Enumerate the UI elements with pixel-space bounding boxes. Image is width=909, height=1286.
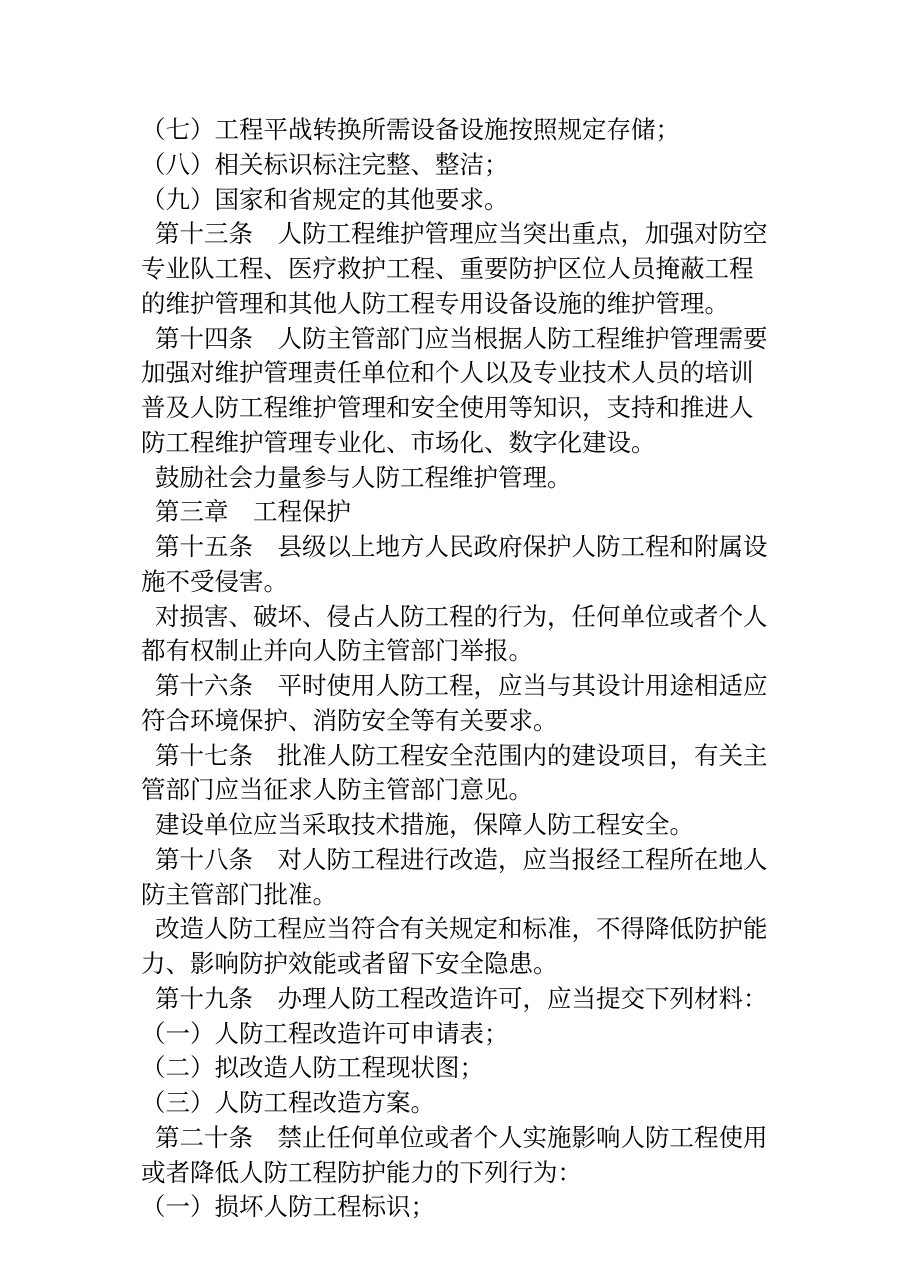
article-13-line-1: 第十三条 人防工程维护管理应当突出重点，加强对防空 — [155, 219, 768, 248]
article-20-item-1: （一）损坏人防工程标识； — [141, 1192, 435, 1221]
article-18-line-2: 防主管部门批准。 — [141, 880, 337, 909]
article-13-line-2: 专业队工程、医疗救护工程、重要防护区位人员掩蔽工程 — [141, 254, 754, 283]
document-page — [0, 112, 909, 1232]
article-16-line-2: 符合环境保护、消防安全等有关要求。 — [141, 706, 558, 735]
article-14-line-3: 普及人防工程维护管理和安全使用等知识，支持和推进人 — [141, 393, 754, 422]
article-13-line-3: 的维护管理和其他人防工程专用设备设施的维护管理。 — [141, 289, 729, 318]
article-17-line-1: 第十七条 批准人防工程安全范围内的建设项目，有关主 — [155, 741, 768, 770]
article-17-line-2: 管部门应当征求人防主管部门意见。 — [141, 775, 533, 804]
article-19-item-2: （二）拟改造人防工程现状图； — [141, 1053, 484, 1082]
article-15-line-1: 第十五条 县级以上地方人民政府保护人防工程和附属设 — [155, 532, 768, 561]
article-18-para-2-l1: 改造人防工程应当符合有关规定和标准，不得降低防护能 — [155, 914, 768, 943]
article-15-line-2: 施不受侵害。 — [141, 567, 288, 596]
article-15-para-2-l2: 都有权制止并向人防主管部门举报。 — [141, 636, 533, 665]
article-14-line-1: 第十四条 人防主管部门应当根据人防工程维护管理需要 — [155, 324, 768, 353]
article-20-line-1: 第二十条 禁止任何单位或者个人实施影响人防工程使用 — [155, 1123, 768, 1152]
clause-8: （八）相关标识标注完整、整洁； — [141, 150, 509, 179]
article-19-item-1: （一）人防工程改造许可申请表； — [141, 1019, 509, 1048]
article-18-para-2-l2: 力、影响防护效能或者留下安全隐患。 — [141, 949, 558, 978]
chapter-3-heading: 第三章 工程保护 — [155, 497, 351, 526]
clause-7: （七）工程平战转换所需设备设施按照规定存储； — [141, 115, 680, 144]
article-17-para-2: 建设单位应当采取技术措施，保障人防工程安全。 — [155, 810, 694, 839]
article-18-line-1: 第十八条 对人防工程进行改造，应当报经工程所在地人 — [155, 845, 768, 874]
article-14-line-2: 加强对维护管理责任单位和个人以及专业技术人员的培训 — [141, 358, 754, 387]
article-14-para-2: 鼓励社会力量参与人防工程维护管理。 — [155, 463, 572, 492]
article-14-line-4: 防工程维护管理专业化、市场化、数字化建设。 — [141, 428, 656, 457]
article-20-line-2: 或者降低人防工程防护能力的下列行为： — [141, 1158, 582, 1187]
clause-9: （九）国家和省规定的其他要求。 — [141, 185, 509, 214]
article-15-para-2-l1: 对损害、破坏、侵占人防工程的行为，任何单位或者个人 — [155, 602, 768, 631]
article-19-line-1: 第十九条 办理人防工程改造许可，应当提交下列材料： — [155, 984, 768, 1013]
article-16-line-1: 第十六条 平时使用人防工程，应当与其设计用途相适应 — [155, 671, 768, 700]
article-19-item-3: （三）人防工程改造方案。 — [141, 1088, 435, 1117]
